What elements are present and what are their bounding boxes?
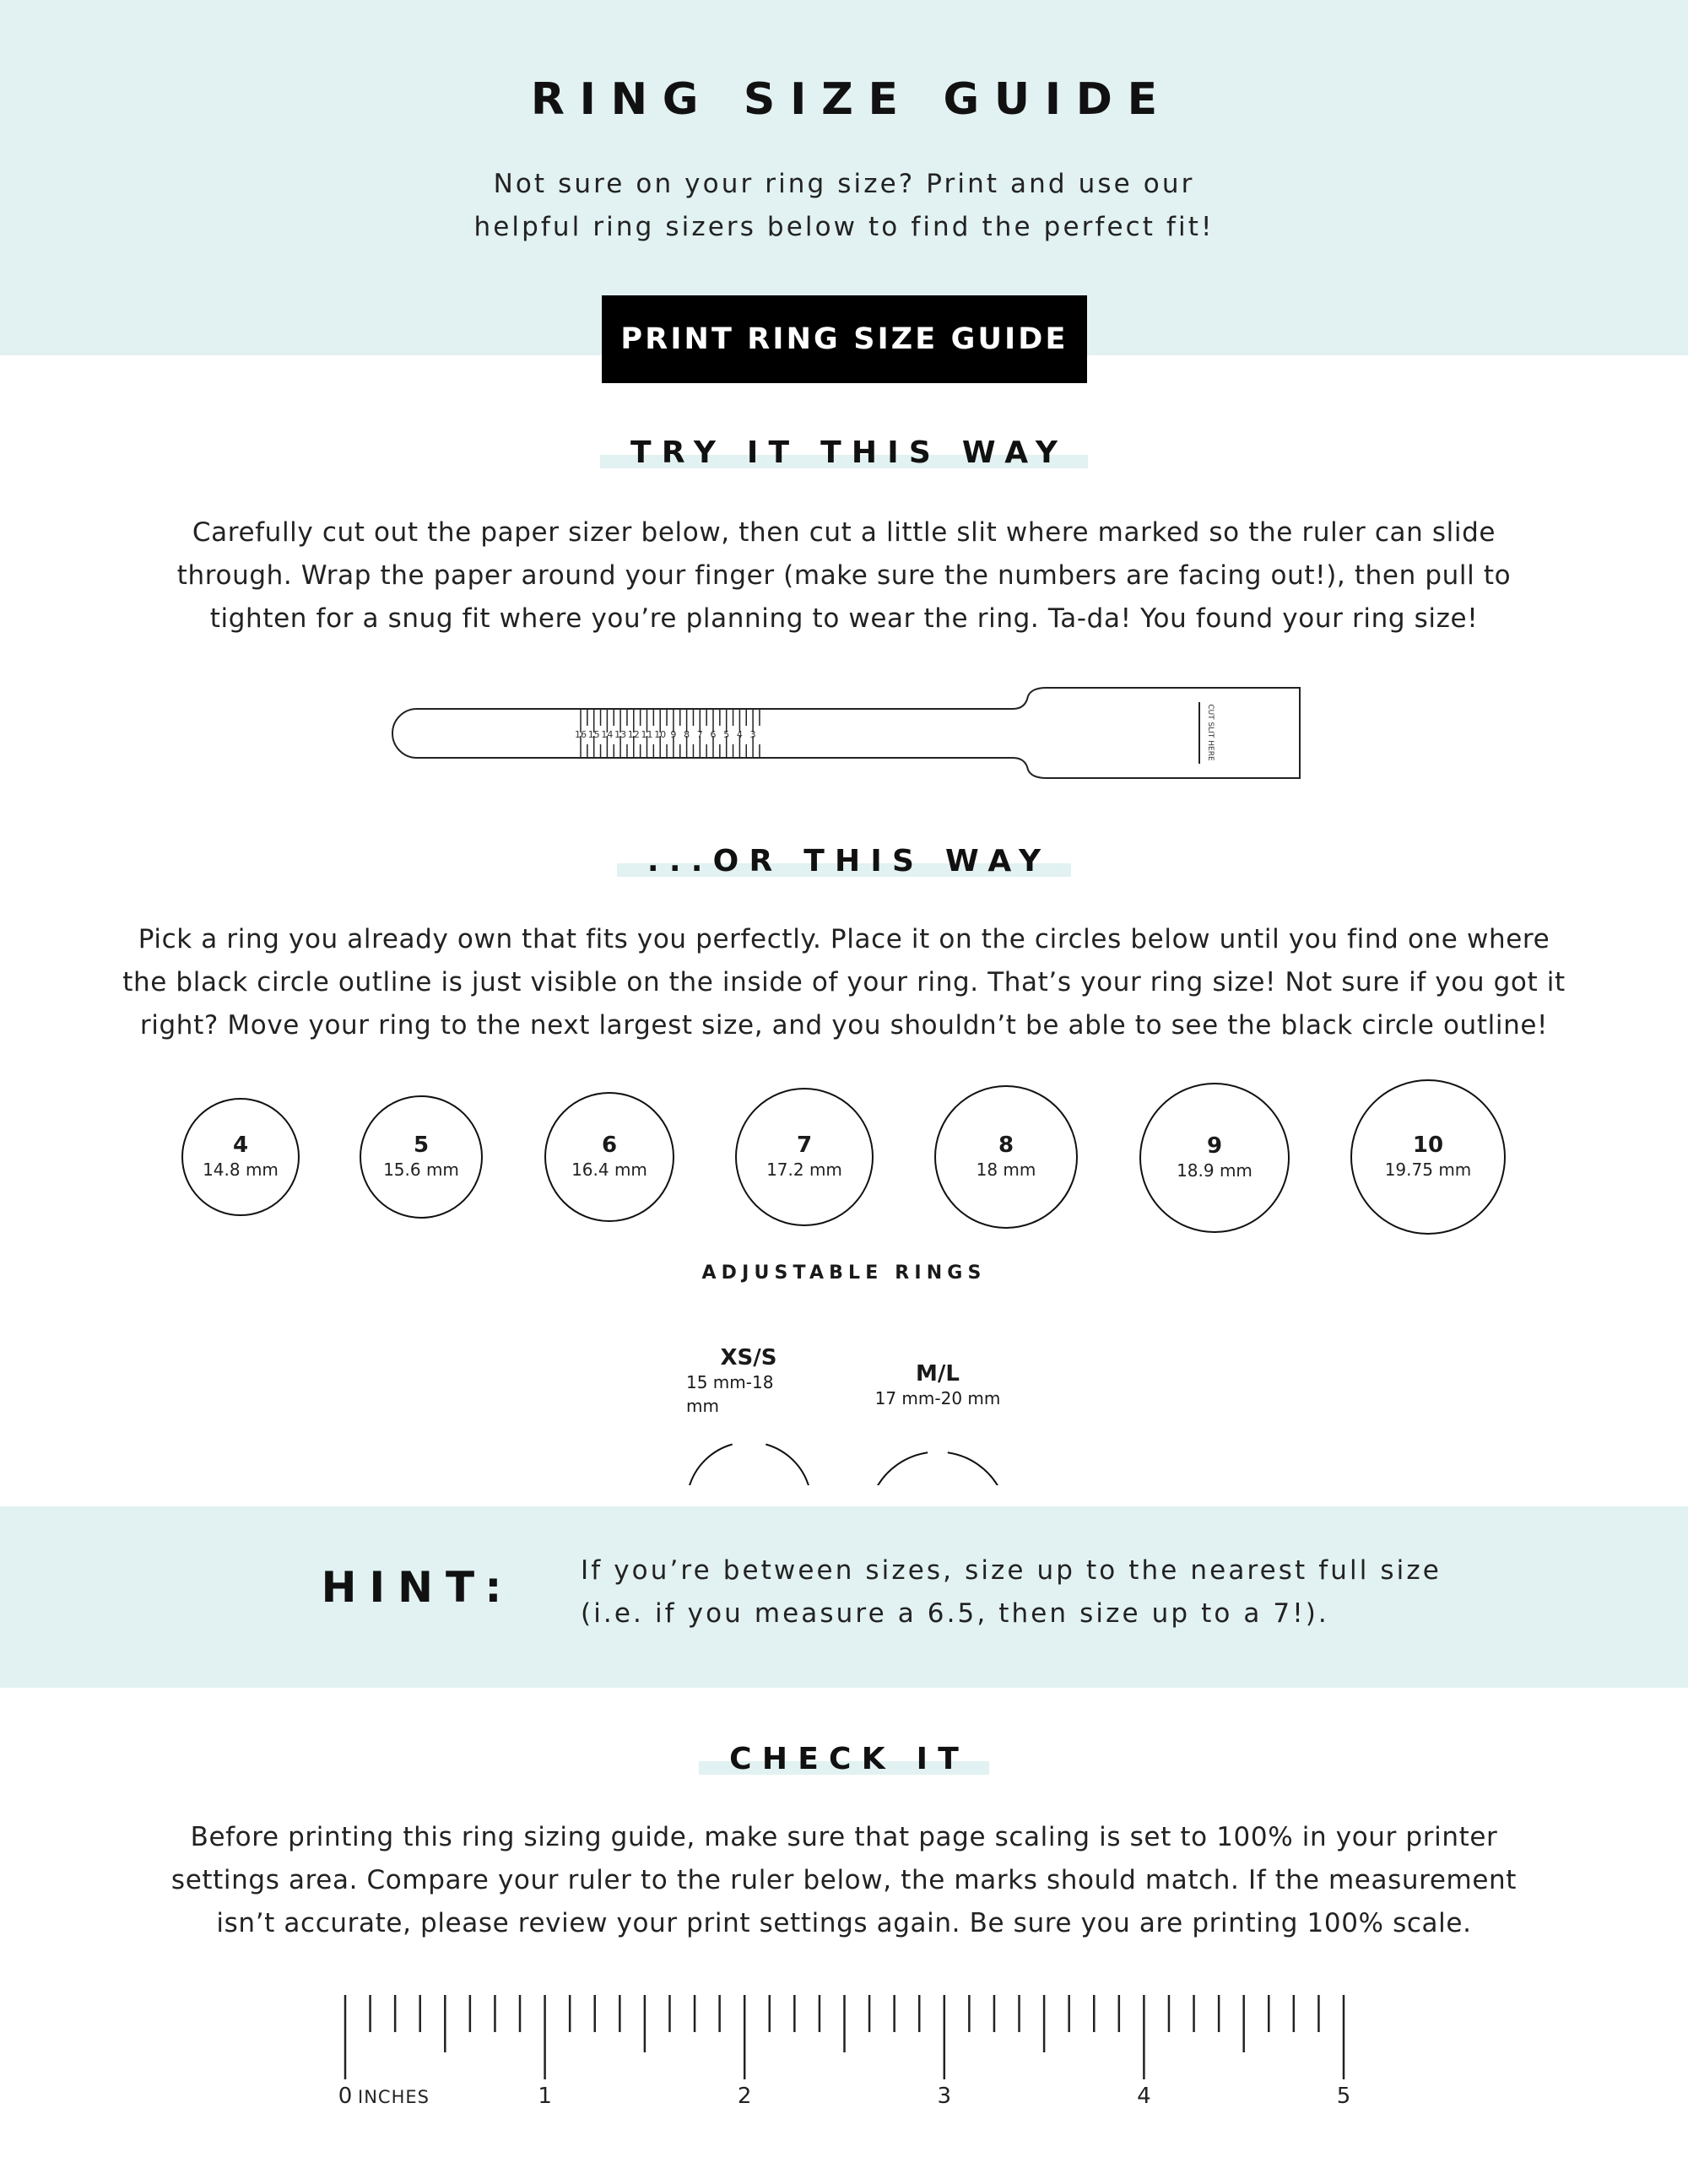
ring-diameter-label: 17 mm-20 mm — [874, 1388, 1001, 1408]
ruler-number: 2 — [737, 2084, 752, 2109]
ring-size-label: XS/S — [720, 1345, 777, 1370]
sizer-number: 9 — [670, 729, 677, 740]
try-line: through. Wrap the paper around your finger (make sure the numbers are facing out!), then pull to — [176, 560, 1512, 591]
ring-size-label: 7 — [796, 1133, 813, 1158]
check-line: isn’t accurate, please review your print settings again. Be sure you are printing 100% scale. — [216, 1908, 1472, 1938]
ruler-number: 0 — [338, 2084, 353, 2109]
sizer-number: 4 — [736, 729, 743, 740]
hint-heading — [307, 1563, 515, 1612]
ring-diameter-label: 14.8 mm — [203, 1160, 279, 1180]
ring-size-label: 4 — [232, 1133, 249, 1158]
sizer-number: 11 — [641, 729, 653, 740]
ring-size-label: 5 — [413, 1133, 430, 1158]
adjustable-ring-m-l-outline — [868, 1452, 1008, 1485]
ruler-number: 5 — [1336, 2084, 1351, 2109]
hint-label-text: HINT: — [321, 1563, 515, 1612]
sizer-number: 16 — [575, 729, 587, 740]
check-heading — [719, 1742, 969, 1776]
sizer-number: 10 — [654, 729, 667, 740]
sizer-number: 12 — [627, 729, 640, 740]
sizer-number: 3 — [749, 729, 756, 740]
check-line: Before printing this ring sizing guide, make sure that page scaling is set to 100% in your printer — [190, 1822, 1498, 1852]
page-title-text: RING SIZE GUIDE — [530, 74, 1172, 125]
ring-size-label: 9 — [1206, 1133, 1223, 1159]
sizer-number: 8 — [684, 729, 690, 740]
ring-diameter-label: 16.4 mm — [571, 1160, 647, 1180]
hint-text — [581, 1549, 1442, 1635]
ring-diameter-label: 18 mm — [976, 1160, 1036, 1180]
adjustable-ring-m-l — [868, 1316, 1008, 1456]
ruler-unit-label: INCHES — [358, 2087, 430, 2107]
hint-line: If you’re between sizes, size up to the nearest full size — [581, 1555, 1442, 1586]
sizer-number: 7 — [696, 729, 703, 740]
ring-size-label: 8 — [998, 1133, 1014, 1158]
try-line: tighten for a snug fit where you’re planning to wear the ring. Ta-da! You found your ring size! — [209, 603, 1479, 634]
ring-size-label: 10 — [1412, 1133, 1444, 1158]
or-line: right? Move your ring to the next largest size, and you shouldn’t be able to see the black circle outline! — [139, 1010, 1549, 1041]
ring-diameter-label: 15 mm-18 mm — [686, 1372, 774, 1416]
check-instructions — [0, 1816, 1688, 1945]
check-line: settings area. Compare your ruler to the ruler below, the marks should match. If the measurement — [170, 1865, 1518, 1895]
ring-diameter-label: 18.9 mm — [1177, 1160, 1252, 1181]
sizer-number: 13 — [614, 729, 627, 740]
hint-label — [299, 1563, 522, 1612]
adjustable-ring-xs-s — [686, 1319, 811, 1444]
or-heading-text: ...OR THIS WAY — [647, 844, 1052, 878]
adjustable-ring-xs-s-outline — [687, 1445, 812, 1486]
intro-line: helpful ring sizers below to find the perfect fit! — [473, 212, 1215, 242]
or-line: the black circle outline is just visible on the inside of your ring. That’s your ring size! Not sure if you got it — [122, 967, 1566, 997]
ring-diameter-label: 17.2 mm — [766, 1160, 842, 1180]
print-button-label: PRINT RING SIZE GUIDE — [620, 322, 1069, 356]
sizer-number: 6 — [710, 729, 717, 740]
hint-line: (i.e. if you measure a 6.5, then size up to a 7!). — [581, 1598, 1329, 1629]
check-heading-text: CHECK IT — [729, 1742, 970, 1776]
check-heading-wrap — [0, 1742, 1688, 1776]
ruler-number: 4 — [1137, 2084, 1151, 2109]
intro-line: Not sure on your ring size? Print and use our — [493, 169, 1195, 199]
sizer-number: 14 — [601, 729, 614, 740]
ring-size-label: M/L — [916, 1361, 960, 1387]
adjustable-rings-heading: ADJUSTABLE RINGS — [701, 1262, 987, 1284]
or-line: Pick a ring you already own that fits you perfectly. Place it on the circles below until you find one where — [138, 924, 1550, 954]
sizer-number: 15 — [587, 729, 600, 740]
ring-size-label: 6 — [601, 1133, 618, 1158]
ring-diameter-label: 19.75 mm — [1384, 1160, 1472, 1180]
inch-ruler — [0, 1983, 1688, 2118]
sizer-number: 5 — [723, 729, 730, 740]
ruler-number: 1 — [538, 2084, 552, 2109]
try-heading-text: TRY IT THIS WAY — [630, 435, 1069, 470]
ruler-number: 3 — [937, 2084, 952, 2109]
try-line: Carefully cut out the paper sizer below, then cut a little slit where marked so the ruler can slide — [192, 517, 1496, 548]
cut-slit-label: CUT SLIT HERE — [1206, 704, 1215, 761]
ring-diameter-label: 15.6 mm — [383, 1160, 459, 1180]
